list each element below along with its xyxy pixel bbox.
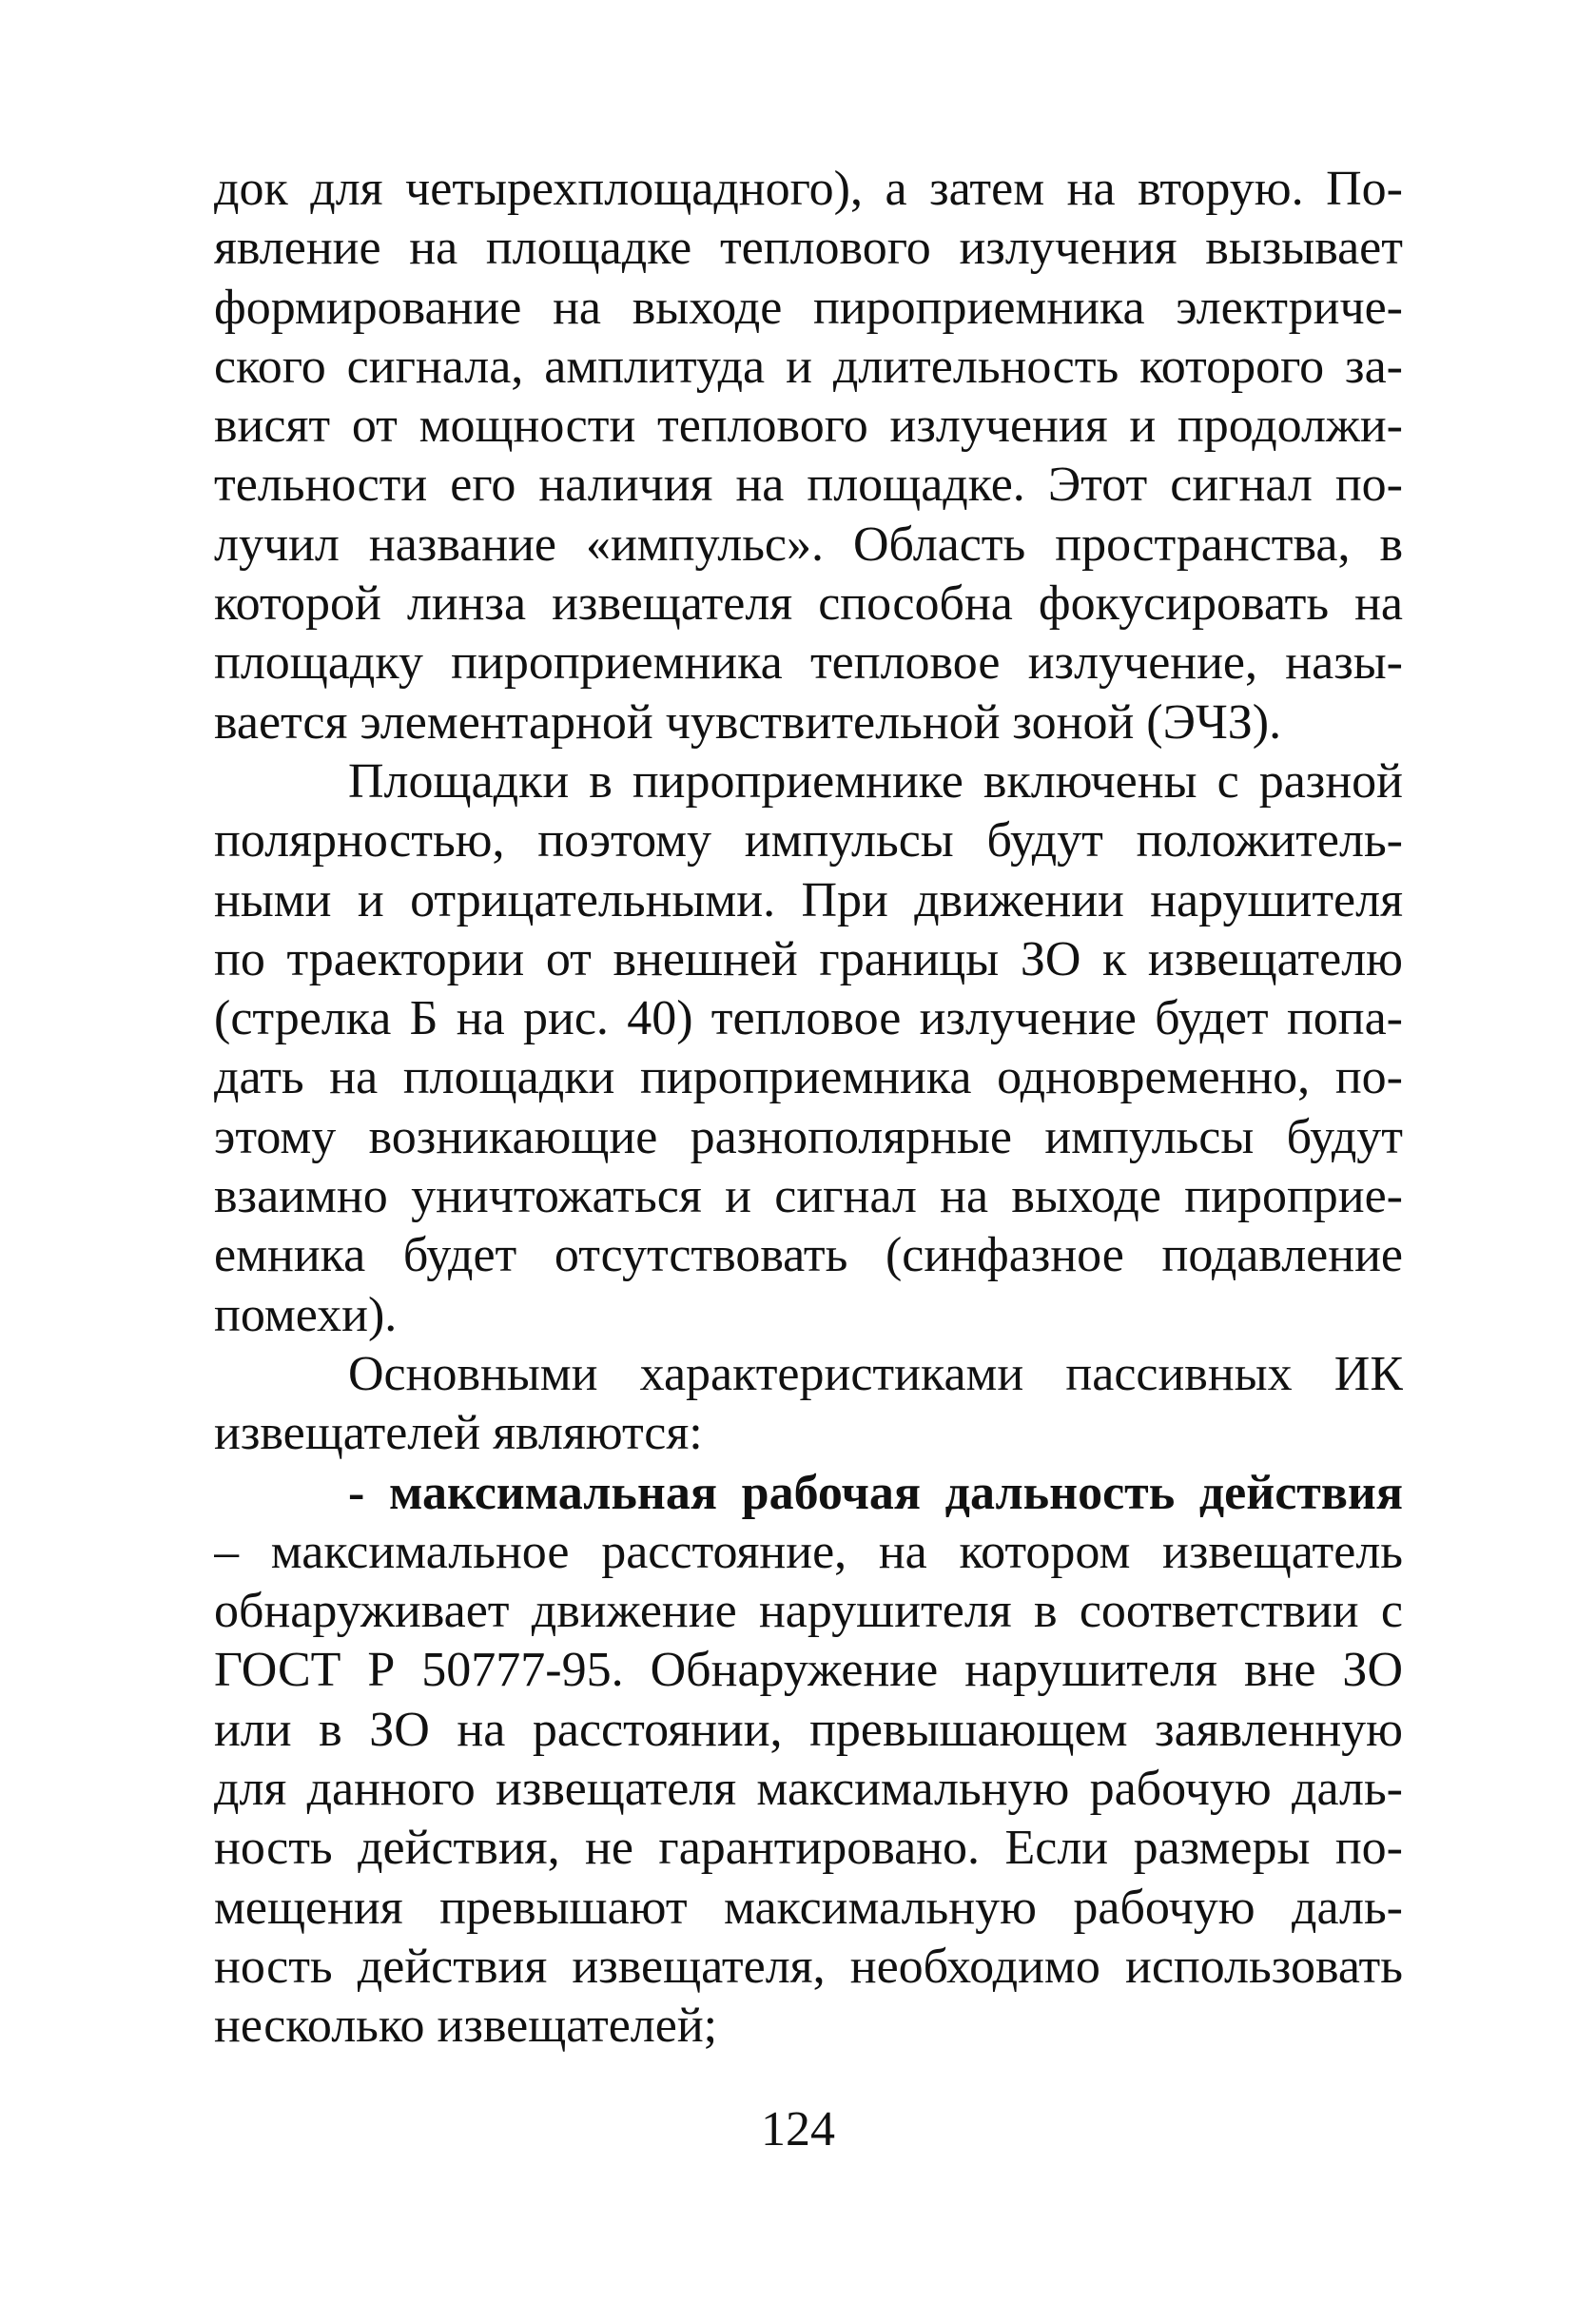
text-line: ность действия извещателя, необходимо использовать	[214, 1939, 1403, 1994]
text-line: дать на площадки пироприемника одновременно, по-	[214, 1050, 1403, 1105]
text-line: которой линза извещателя способна фокусировать на	[214, 576, 1403, 632]
text-line: формирование на выходе пироприемника электриче-	[214, 280, 1403, 335]
text-line: для данного извещателя максимальную рабочую даль-	[214, 1762, 1403, 1817]
text-line: ность действия, не гарантировано. Если размеры по-	[214, 1821, 1403, 1876]
text-line: ского сигнала, амплитуда и длительность которого за-	[214, 339, 1403, 394]
text-line: по траектории от внешней границы ЗО к извещателю	[214, 931, 1403, 986]
text-line: помехи).	[214, 1287, 398, 1342]
body-text	[214, 160, 1403, 2057]
page-number: 124	[761, 2102, 835, 2156]
text-line: явление на площадке теплового излучения вызывает	[214, 221, 1403, 276]
text-line: этому возникающие разнополярные импульсы будут	[214, 1109, 1403, 1164]
text-line: извещателей являются:	[214, 1406, 703, 1461]
text-line: взаимно уничтожаться и сигнал на выходе пироприе-	[214, 1169, 1403, 1224]
bold-term: - максимальная рабочая дальность действия	[348, 1465, 1403, 1520]
text-line: тельности его наличия на площадке. Этот сигнал по-	[214, 458, 1403, 513]
paragraph-first-line: Основными характеристиками пассивных ИК	[348, 1346, 1403, 1401]
text-line: или в ЗО на расстоянии, превышающем заявленную	[214, 1702, 1403, 1757]
text-line: ными и отрицательными. При движении нарушителя	[214, 872, 1403, 927]
text-line: вается элементарной чувствительной зоной (ЭЧЗ).	[214, 694, 1282, 750]
text-line: полярностью, поэтому импульсы будут положитель-	[214, 813, 1403, 868]
text-line: несколько извещателей;	[214, 1999, 718, 2054]
text-line: (стрелка Б на рис. 40) тепловое излучение будет попа-	[214, 991, 1403, 1046]
paragraph-first-line: Площадки в пироприемнике включены с разной	[348, 753, 1403, 809]
text-line: емника будет отсутствовать (синфазное подавление	[214, 1228, 1403, 1283]
text-line: ГОСТ Р 50777-95. Обнаружение нарушителя вне ЗО	[214, 1643, 1403, 1698]
text-line: висят от мощности теплового излучения и продолжи-	[214, 399, 1403, 454]
bold-term-line	[214, 1464, 1403, 1523]
text-line: обнаруживает движение нарушителя в соответствии с	[214, 1584, 1403, 1639]
text-line: мещения превышают максимальную рабочую даль-	[214, 1880, 1403, 1935]
text-line: лучил название «импульс». Область пространства, в	[214, 517, 1403, 572]
text-line: док для четырехплощадного), а затем на вторую. По-	[214, 162, 1403, 216]
text-line: – максимальное расстояние, на котором извещатель	[214, 1524, 1403, 1579]
text-line: площадку пироприемника тепловое излучение, назы-	[214, 635, 1403, 691]
